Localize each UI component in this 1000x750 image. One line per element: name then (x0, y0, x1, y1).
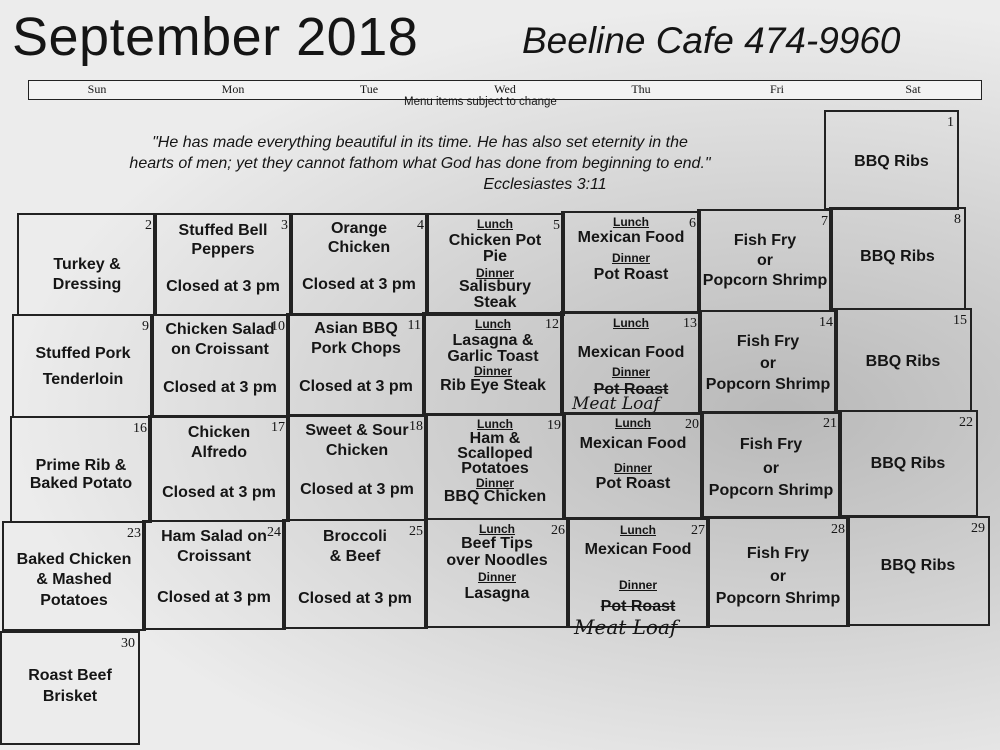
day-cell-4 (289, 213, 429, 316)
menu-item-line3: Potatoes (40, 592, 108, 609)
menu-item-line1: Orange (330, 220, 387, 237)
dinner-label: Dinner (613, 461, 652, 475)
day-cell-2 (17, 213, 157, 316)
quote-line-2: hearts of men; yet they cannot fathom what God has done from beginning to end." (129, 155, 711, 172)
dinner-label: Dinner (477, 570, 516, 584)
menu-item-line2: Chicken (327, 239, 391, 256)
day-number: 19 (547, 418, 561, 433)
day-number: 7 (821, 214, 828, 229)
day-number: 17 (271, 420, 285, 435)
lunch-item-line1: Ham & (469, 430, 521, 447)
menu-item-line1: Turkey & (53, 256, 121, 273)
day-number: 29 (971, 521, 985, 536)
day-cell-23 (2, 521, 146, 631)
menu-item-line1: Stuffed Pork (35, 345, 131, 362)
menu-item-line1: Broccoli (322, 528, 387, 545)
closed-note: Closed at 3 pm (166, 278, 280, 295)
day-number: 22 (959, 415, 973, 430)
menu-item: BBQ Ribs (860, 248, 935, 265)
day-number: 25 (409, 524, 423, 539)
closed-note: Closed at 3 pm (300, 481, 414, 498)
menu-item-line1: Stuffed Bell (178, 222, 268, 239)
day-cell-28 (706, 517, 850, 627)
dinner-item-line1: Salisbury (458, 278, 532, 295)
menu-item-line1: Roast Beef (28, 667, 112, 684)
menu-item-line1: Asian BBQ (314, 320, 398, 337)
day-cell-19 (424, 413, 566, 520)
day-cell-10 (150, 314, 290, 418)
day-number: 27 (691, 523, 705, 538)
day-cell-26 (424, 518, 570, 628)
quote-line-1: "He has made everything beautiful in its time. He has also set eternity in the (152, 134, 688, 151)
menu-item: BBQ Ribs (870, 455, 946, 472)
menu-item-line2: Croissant (177, 548, 251, 565)
dinner-label: Dinner (475, 266, 514, 280)
lunch-item: Mexican Food (577, 229, 685, 246)
weekday-wed: Wed (494, 82, 516, 96)
weekday-thu: Thu (631, 82, 651, 96)
day-number: 4 (417, 218, 424, 233)
day-cell-22 (838, 410, 978, 517)
day-cell-9 (12, 314, 154, 418)
scripture-quote (100, 132, 740, 195)
closed-note: Closed at 3 pm (162, 484, 276, 501)
day-number: 18 (409, 419, 423, 434)
dinner-item: Pot Roast (593, 266, 669, 283)
day-cell-13 (560, 311, 702, 415)
day-number: 21 (823, 416, 837, 431)
day-cell-27 (566, 518, 710, 639)
menu-item-line2: & Mashed (36, 571, 112, 588)
cafe-name-phone: Beeline Cafe 474-9960 (522, 20, 901, 61)
closed-note: Closed at 3 pm (299, 378, 413, 395)
lunch-item-line2: over Noodles (446, 552, 548, 569)
day-number: 5 (553, 218, 560, 233)
dinner-item-crossed: Pot Roast (593, 381, 669, 398)
dinner-item-crossed: Pot Roast (600, 598, 676, 615)
lunch-label: Lunch (477, 417, 513, 431)
day-number: 26 (551, 523, 565, 538)
dinner-item: Pot Roast (595, 475, 671, 492)
weekday-sat: Sat (905, 82, 921, 96)
menu-item-line1: Prime Rib & (35, 457, 127, 474)
dinner-item-line2: Steak (473, 294, 517, 311)
menu-item-line1: Ham Salad on (161, 528, 267, 545)
dinner-item: BBQ Chicken (443, 488, 547, 505)
day-cell-6 (561, 211, 701, 314)
day-number: 13 (683, 316, 697, 331)
day-number: 28 (831, 522, 845, 537)
menu-item-line2: Chicken (325, 442, 389, 459)
day-number: 24 (267, 525, 281, 540)
lunch-label: Lunch (613, 316, 649, 330)
day-cell-1 (824, 110, 959, 210)
menu-item-line3: Popcorn Shrimp (708, 482, 834, 499)
lunch-label: Lunch (477, 217, 513, 231)
day-cell-25 (282, 519, 428, 629)
closed-note: Closed at 3 pm (302, 276, 416, 293)
day-number: 11 (407, 318, 421, 333)
day-cell-18 (286, 414, 428, 521)
day-cell-16 (10, 416, 152, 523)
menu-item-line1: Chicken (187, 424, 251, 441)
weekday-fri: Fri (769, 82, 784, 96)
day-cell-20 (562, 412, 704, 519)
day-cell-24 (142, 520, 286, 630)
day-number: 1 (947, 115, 954, 130)
day-number: 8 (954, 212, 961, 227)
day-number: 9 (142, 319, 149, 334)
handwritten-note: Meat Loaf (572, 394, 660, 414)
dinner-label: Dinner (475, 476, 514, 490)
day-cell-21 (700, 411, 842, 518)
menu-item-line2: Baked Potato (29, 475, 133, 492)
lunch-item-line2: Garlic Toast (447, 348, 539, 365)
dinner-label: Dinner (473, 364, 512, 378)
handwritten-note: Meat Loaf (574, 615, 678, 639)
day-number: 2 (145, 218, 152, 233)
menu-item-line2: Peppers (191, 241, 255, 258)
day-cell-29 (846, 516, 990, 626)
dinner-item: Lasagna (464, 585, 530, 602)
menu-item-line3: Popcorn Shrimp (715, 590, 841, 607)
lunch-label: Lunch (479, 522, 515, 536)
menu-item-line2: & Beef (329, 548, 381, 565)
day-number: 10 (271, 319, 285, 334)
day-number: 16 (133, 421, 147, 436)
lunch-label: Lunch (620, 523, 656, 537)
lunch-item-line1: Chicken Pot (448, 232, 542, 249)
menu-item-line1: Fish Fry (736, 333, 800, 350)
menu-item-line2: Alfredo (191, 444, 247, 461)
menu-item-line1: Sweet & Sour (305, 422, 409, 439)
weekday-tue: Tue (359, 82, 379, 96)
menu-item-line1: Baked Chicken (16, 551, 132, 568)
weekday-mon: Mon (221, 82, 245, 96)
lunch-item-line1: Lasagna & (452, 332, 534, 349)
lunch-item: Mexican Food (579, 435, 687, 452)
day-number: 20 (685, 417, 699, 432)
menu-item-line2: or (760, 355, 776, 372)
menu-item: BBQ Ribs (880, 557, 956, 574)
closed-note: Closed at 3 pm (298, 590, 412, 607)
day-number: 30 (121, 636, 135, 651)
menu-change-note: Menu items subject to change (404, 96, 557, 108)
lunch-label: Lunch (475, 317, 511, 331)
day-number: 23 (127, 526, 141, 541)
closed-note: Closed at 3 pm (163, 379, 277, 396)
weekday-sun: Sun (87, 82, 107, 96)
menu-item-line1: Chicken Salad (165, 321, 275, 338)
day-number: 12 (545, 317, 559, 332)
menu-item-line1: Fish Fry (739, 436, 803, 453)
day-cell-5 (425, 213, 565, 316)
lunch-label: Lunch (613, 215, 649, 229)
lunch-item: Mexican Food (584, 541, 692, 558)
lunch-item-line2: Scalloped (457, 445, 533, 462)
lunch-item-line1: Beef Tips (461, 535, 533, 552)
menu-item: BBQ Ribs (854, 153, 929, 170)
menu-item-line2: Brisket (42, 688, 98, 705)
menu-item-line2: on Croissant (171, 341, 269, 358)
lunch-label: Lunch (615, 416, 651, 430)
lunch-item-line2: Pie (482, 248, 507, 265)
closed-note: Closed at 3 pm (157, 589, 271, 606)
day-number: 3 (281, 218, 288, 233)
day-cell-8 (829, 207, 966, 310)
day-cell-12 (422, 312, 564, 416)
menu-item-line2: Dressing (52, 276, 122, 293)
dinner-label: Dinner (618, 578, 657, 592)
menu-item-line2: Pork Chops (311, 340, 401, 357)
dinner-label: Dinner (611, 251, 650, 265)
day-cell-30 (0, 631, 140, 745)
day-number: 14 (819, 315, 833, 330)
menu-item-line2: or (770, 568, 786, 585)
day-number: 6 (689, 216, 696, 231)
menu-item: BBQ Ribs (865, 353, 941, 370)
menu-item-line2: or (763, 460, 779, 477)
dinner-label: Dinner (611, 365, 650, 379)
dinner-item: Rib Eye Steak (440, 377, 546, 394)
menu-item-line3: Popcorn Shrimp (702, 272, 828, 289)
day-cell-14 (698, 310, 838, 414)
day-cell-3 (153, 213, 293, 316)
day-number: 15 (953, 313, 967, 328)
day-cell-11 (286, 313, 426, 417)
menu-item-line3: Popcorn Shrimp (705, 376, 831, 393)
lunch-item-line3: Potatoes (461, 460, 529, 477)
menu-item-line1: Fish Fry (733, 232, 797, 249)
menu-item-line1: Fish Fry (746, 545, 810, 562)
menu-item-line2: or (757, 252, 773, 269)
menu-item-line2: Tenderloin (42, 371, 124, 388)
day-cell-17 (148, 415, 290, 522)
day-cell-15 (834, 308, 972, 412)
lunch-item: Mexican Food (577, 344, 685, 361)
quote-source: Ecclesiastes 3:11 (483, 176, 607, 193)
page-title: September 2018 (12, 7, 419, 67)
day-cell-7 (697, 209, 833, 312)
